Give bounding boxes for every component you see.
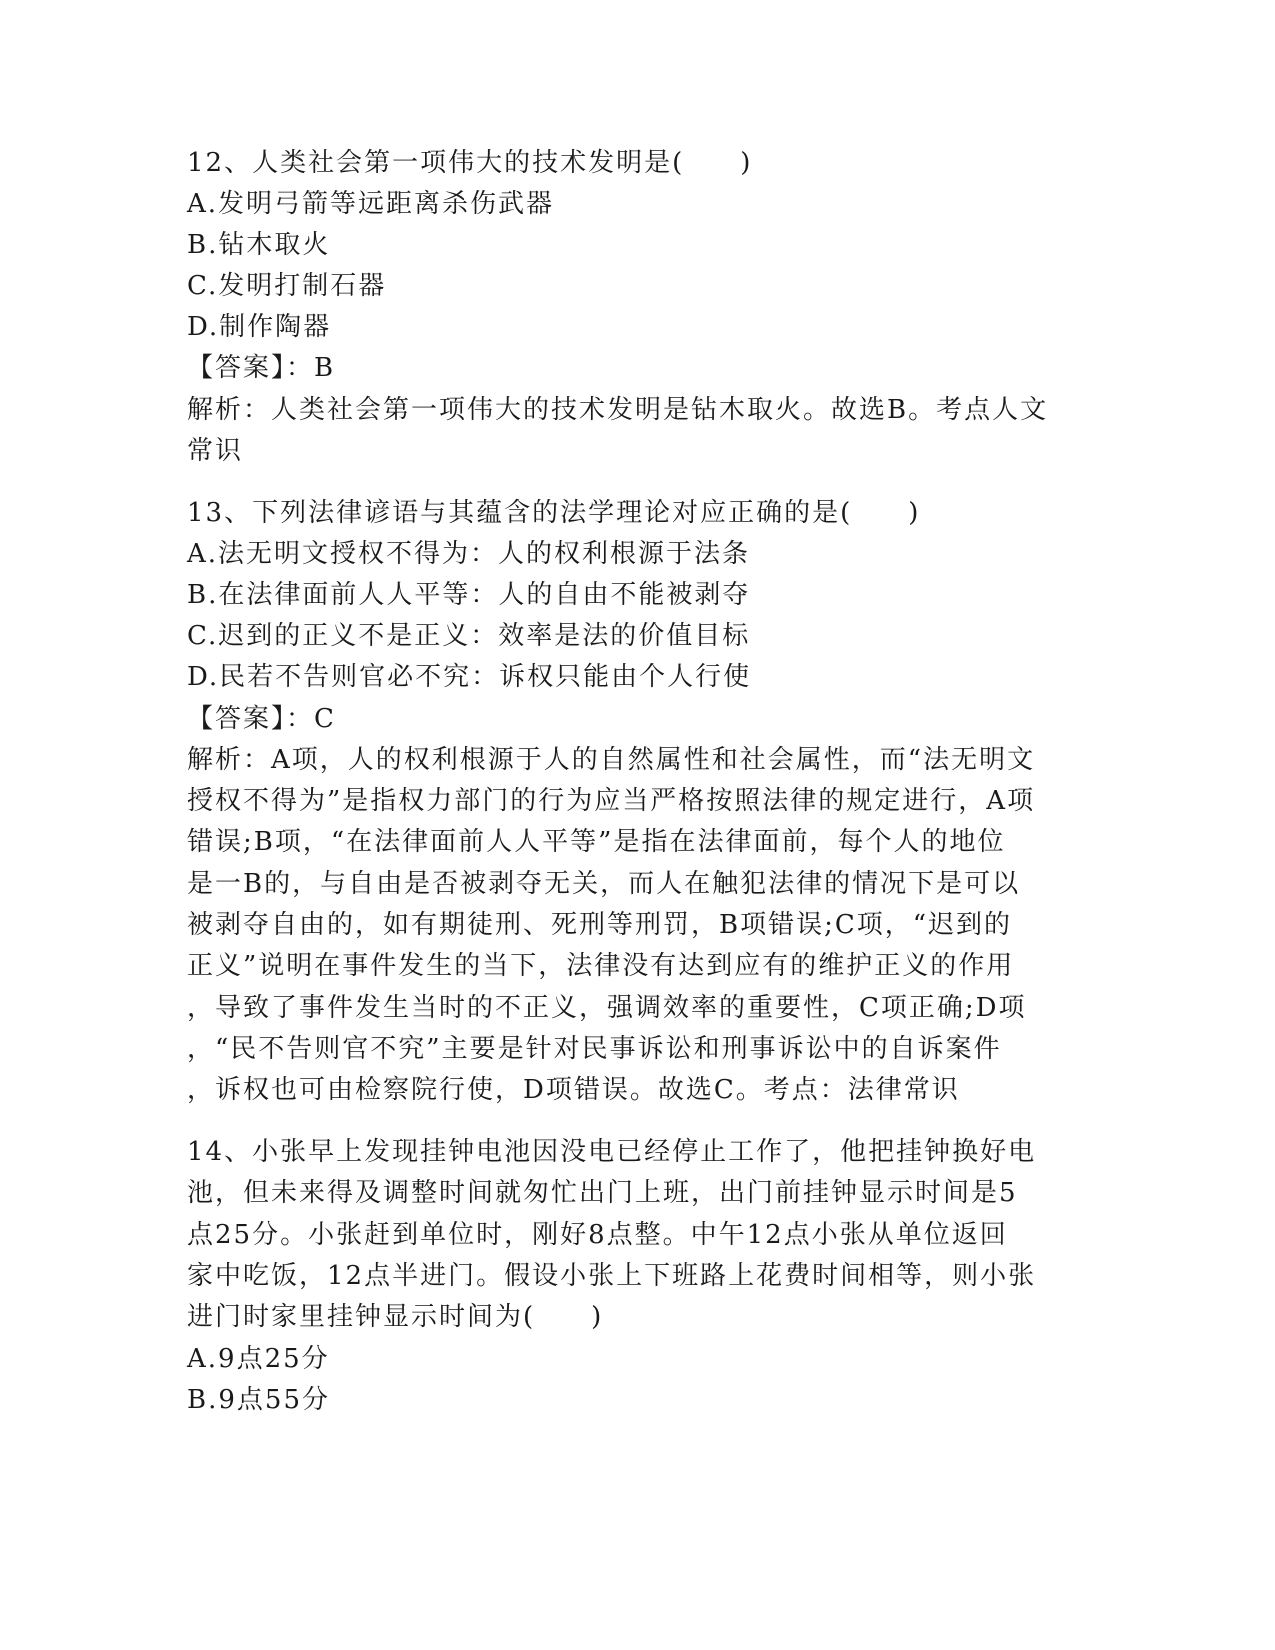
question-12-analysis-line: 解析：人类社会第一项伟大的技术发明是钻木取火。故选B。考点人文	[187, 395, 1049, 425]
question-12-stem: 12、人类社会第一项伟大的技术发明是( )	[187, 148, 753, 178]
question-14-option-b: B.9点55分	[187, 1385, 330, 1415]
question-13-analysis-line: 被剥夺自由的，如有期徒刑、死刑等刑罚，B项错误;C项，“迟到的	[187, 910, 1013, 940]
question-14-option-a: A.9点25分	[187, 1344, 330, 1374]
question-13-answer: 【答案】：C	[187, 704, 336, 734]
question-12-answer: 【答案】：B	[187, 353, 336, 383]
question-13-analysis-line: 解析：A项，人的权利根源于人的自然属性和社会属性，而“法无明文	[187, 745, 1036, 775]
question-12-option-d: D.制作陶器	[187, 312, 332, 342]
question-12-option-b: B.钻木取火	[187, 230, 331, 260]
question-13-option-b: B.在法律面前人人平等：人的自由不能被剥夺	[187, 580, 751, 610]
question-14-stem-line: 14、小张早上发现挂钟电池因没电已经停止工作了，他把挂钟换好电	[187, 1137, 1037, 1167]
question-12-option-c: C.发明打制石器	[187, 271, 387, 301]
question-13-option-c: C.迟到的正义不是正义：效率是法的价值目标	[187, 621, 751, 651]
question-13-stem: 13、下列法律谚语与其蕴含的法学理论对应正确的是( )	[187, 498, 921, 528]
question-13-option-a: A.法无明文授权不得为：人的权利根源于法条	[187, 539, 751, 569]
question-13-option-d: D.民若不告则官必不究：诉权只能由个人行使	[187, 662, 752, 692]
question-12-option-a: A.发明弓箭等远距离杀伤武器	[187, 189, 555, 219]
question-12-analysis-line: 常识	[187, 436, 244, 466]
question-13-analysis-line: ，“民不告则官不究”主要是针对民事诉讼和刑事诉讼中的自诉案件	[187, 1034, 1002, 1064]
question-14-stem-line: 进门时家里挂钟显示时间为( )	[187, 1302, 604, 1332]
question-13-analysis-line: ，诉权也可由检察院行使，D项错误。故选C。考点：法律常识	[187, 1075, 960, 1105]
question-13-analysis-line: 是一B的，与自由是否被剥夺无关，而人在触犯法律的情况下是可以	[187, 869, 1021, 899]
question-14-stem-line: 家中吃饭，12点半进门。假设小张上下班路上花费时间相等，则小张	[187, 1261, 1037, 1291]
question-13-analysis-line: ，导致了事件发生当时的不正义，强调效率的重要性，C项正确;D项	[187, 993, 1027, 1023]
question-14-stem-line: 点25分。小张赶到单位时，刚好8点整。中午12点小张从单位返回	[187, 1220, 1008, 1250]
question-13-analysis-line: 正义”说明在事件发生的当下，法律没有达到应有的维护正义的作用	[187, 951, 1015, 981]
question-13-analysis-line: 错误;B项，“在法律面前人人平等”是指在法律面前，每个人的地位	[187, 827, 1006, 857]
question-13-analysis-line: 授权不得为”是指权力部门的行为应当严格按照法律的规定进行，A项	[187, 786, 1036, 816]
question-14-stem-line: 池，但未来得及调整时间就匆忙出门上班，出门前挂钟显示时间是5	[187, 1178, 1018, 1208]
